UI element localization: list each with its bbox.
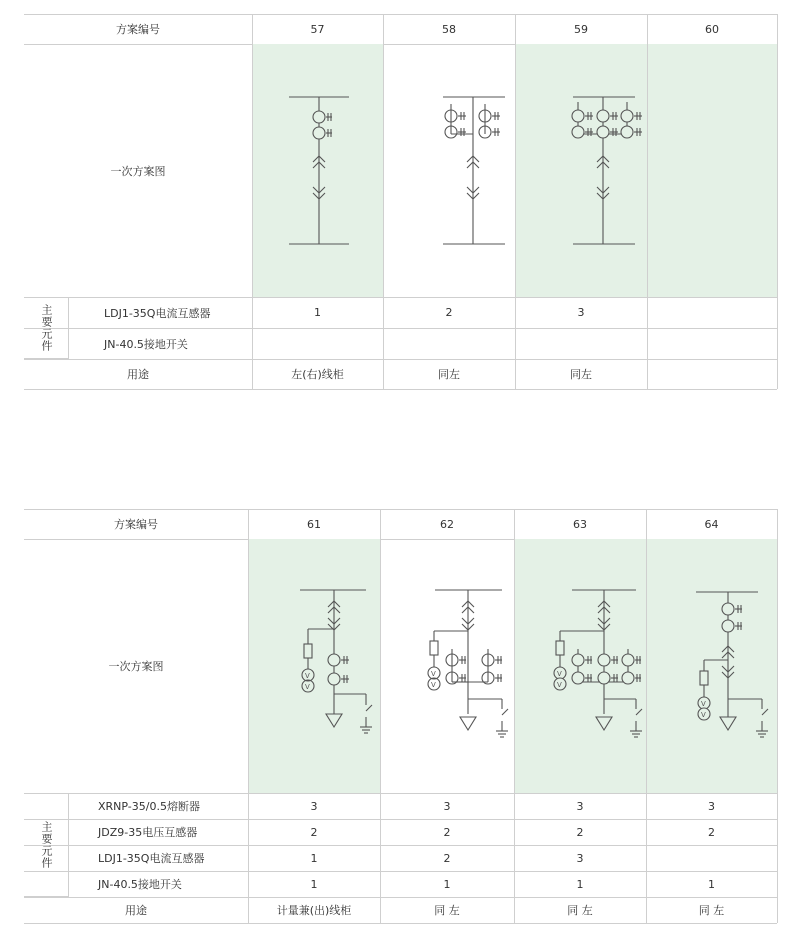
scheme-id: 60 <box>705 22 719 36</box>
component-value <box>252 328 383 359</box>
circuit-diagram-58 <box>383 44 515 297</box>
component-value: 3 <box>576 851 584 865</box>
component-value: 2 <box>445 306 453 319</box>
group-label-text: 主要元件 <box>40 303 53 352</box>
component-row <box>24 297 777 329</box>
svg-text:V: V <box>431 681 436 689</box>
header-row <box>24 509 777 540</box>
component-value: 3 <box>310 799 318 813</box>
diagram-label: 一次方案图 <box>110 164 166 178</box>
component-value: 3 <box>576 799 584 813</box>
scheme-id: 63 <box>573 517 587 531</box>
group-label <box>24 793 68 897</box>
usage-value: 同左 <box>438 368 460 381</box>
circuit-diagram-57 <box>252 44 383 297</box>
circuit-diagram-59 <box>515 44 647 297</box>
header-label: 方案编号 <box>116 23 160 36</box>
component-row <box>24 793 777 820</box>
component-value <box>515 328 647 359</box>
scheme-id: 62 <box>440 517 454 531</box>
group-label <box>24 297 68 359</box>
diagram-label: 一次方案图 <box>108 660 164 673</box>
svg-text:V: V <box>701 711 706 719</box>
component-name: JN-40.5接地开关 <box>98 878 182 891</box>
circuit-diagram-64 <box>646 539 777 793</box>
svg-text:V: V <box>431 670 436 678</box>
component-row <box>24 871 777 898</box>
component-name: JN-40.5接地开关 <box>104 337 188 351</box>
component-value: 1 <box>314 306 321 319</box>
usage-value: 同 左 <box>567 904 593 917</box>
usage-label: 用途 <box>125 904 147 917</box>
scheme-id: 58 <box>442 22 456 36</box>
usage-value <box>647 359 777 389</box>
usage-value: 同 左 <box>698 904 725 917</box>
svg-text:V: V <box>701 700 706 708</box>
svg-text:V: V <box>305 683 310 691</box>
group-label-text: 主要元件 <box>40 820 53 869</box>
usage-value: 计量兼(出)线柜 <box>276 904 352 917</box>
component-value: 2 <box>310 825 318 839</box>
header-label: 方案编号 <box>114 518 158 531</box>
component-name: LDJ1-35Q电流互感器 <box>104 306 211 320</box>
component-value <box>647 297 777 328</box>
circuit-diagram-61 <box>248 539 380 793</box>
component-row <box>24 328 777 360</box>
usage-row <box>24 359 777 390</box>
usage-value: 同 左 <box>434 904 460 917</box>
component-value: 2 <box>443 851 451 865</box>
usage-value: 左(右)线柜 <box>291 368 344 381</box>
usage-label: 用途 <box>127 368 149 381</box>
scheme-id: 59 <box>574 22 588 36</box>
component-value: 1 <box>310 851 318 865</box>
component-value: 1 <box>576 877 584 891</box>
svg-text:V: V <box>557 681 562 689</box>
circuit-diagram-63 <box>514 539 646 793</box>
component-value: 3 <box>577 306 585 319</box>
component-row <box>24 819 777 846</box>
component-value: 3 <box>708 799 715 813</box>
component-value: 2 <box>443 825 451 839</box>
component-value: 2 <box>576 825 584 839</box>
scheme-id: 61 <box>307 517 321 531</box>
component-value: 3 <box>443 799 451 813</box>
component-value: 1 <box>310 877 318 891</box>
scheme-table-1 <box>24 14 777 389</box>
component-value <box>383 328 515 359</box>
usage-value: 同左 <box>570 368 592 381</box>
svg-text:V: V <box>557 670 562 678</box>
component-value: 1 <box>443 877 451 891</box>
component-value: 2 <box>708 825 715 839</box>
component-value: 1 <box>708 877 715 891</box>
circuit-diagram-62 <box>380 539 514 793</box>
header-row <box>24 14 777 45</box>
component-row <box>24 845 777 872</box>
svg-text:V: V <box>305 672 310 680</box>
component-name: XRNP-35/0.5熔断器 <box>98 800 200 813</box>
scheme-id: 64 <box>704 517 719 531</box>
component-name: LDJ1-35Q电流互感器 <box>98 852 205 865</box>
component-value <box>647 328 777 359</box>
usage-row <box>24 897 777 924</box>
component-name: JDZ9-35电压互感器 <box>98 826 198 839</box>
scheme-table-2 <box>24 509 777 923</box>
scheme-id: 57 <box>310 22 325 36</box>
component-value <box>646 845 777 871</box>
diagram-cell-60 <box>647 44 777 297</box>
